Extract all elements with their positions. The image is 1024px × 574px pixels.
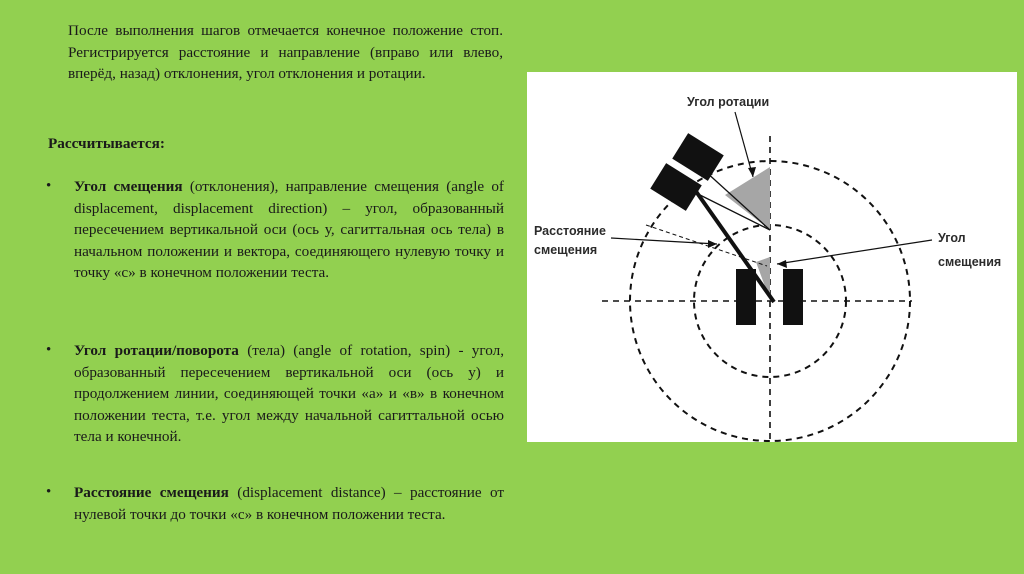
bullet-marker: • bbox=[46, 484, 52, 500]
bullet-marker: • bbox=[46, 178, 52, 194]
distance-label-line2: смещения bbox=[534, 243, 598, 257]
term-displacement-angle: Угол смещения bbox=[74, 178, 183, 195]
distance-label-line1: Расстояние bbox=[534, 224, 606, 238]
intro-paragraph: После выполнения шагов отмечается конечное положение стоп. Регистрируется расстояние и направление (вправо или влево, вперёд, назад) отклонения, угол отклонения и ротации. bbox=[68, 22, 503, 83]
distance-label-pointer bbox=[611, 238, 717, 244]
list-item-text bbox=[74, 340, 504, 448]
rotation-angle-label: Угол ротации bbox=[687, 95, 770, 109]
initial-foot-left bbox=[736, 269, 756, 325]
rotation-angle-wedge bbox=[725, 167, 770, 230]
arrow-head-icon bbox=[777, 260, 787, 268]
list-item-text bbox=[74, 176, 504, 284]
term-rotation-angle: Угол ротации/поворота bbox=[74, 342, 239, 359]
displacement-angle-label-line2: смещения bbox=[938, 255, 1002, 269]
list-item-text bbox=[74, 482, 504, 525]
initial-foot-right bbox=[783, 269, 803, 325]
displacement-label-pointer bbox=[777, 240, 932, 264]
displacement-angle-label-line1: Угол bbox=[938, 231, 966, 245]
definition-text: (displacement distance) – расстояние от нулевой точки до точки «с» в конечном положении теста. bbox=[74, 484, 504, 523]
bullet-marker: • bbox=[46, 342, 52, 358]
term-displacement-distance: Расстояние смещения bbox=[74, 484, 229, 501]
calculated-heading: Рассчитывается: bbox=[48, 135, 165, 152]
distance-dashed-line bbox=[646, 225, 767, 266]
definition-text: (отклонения), направление смещения (angle of displacement, displacement direction) – угол, образованный пересечением вертикальной оси (ось у, сагиттальная ось тела) в начальном положении и вектора, соединяющего нулевую точку и точку «с» в конечном положении теста. bbox=[74, 178, 504, 282]
test-diagram bbox=[527, 72, 1017, 442]
definition-text: (тела) (angle of rotation, spin) - угол, образованный пересечением вертикальной оси (ось у) и продолжением линии, соединяющей точки «а» и «в» в конечном положении теста, т.е. угол между начальной сагиттальной осью тела и конечной. bbox=[74, 342, 504, 446]
rotation-label-pointer bbox=[735, 112, 753, 177]
